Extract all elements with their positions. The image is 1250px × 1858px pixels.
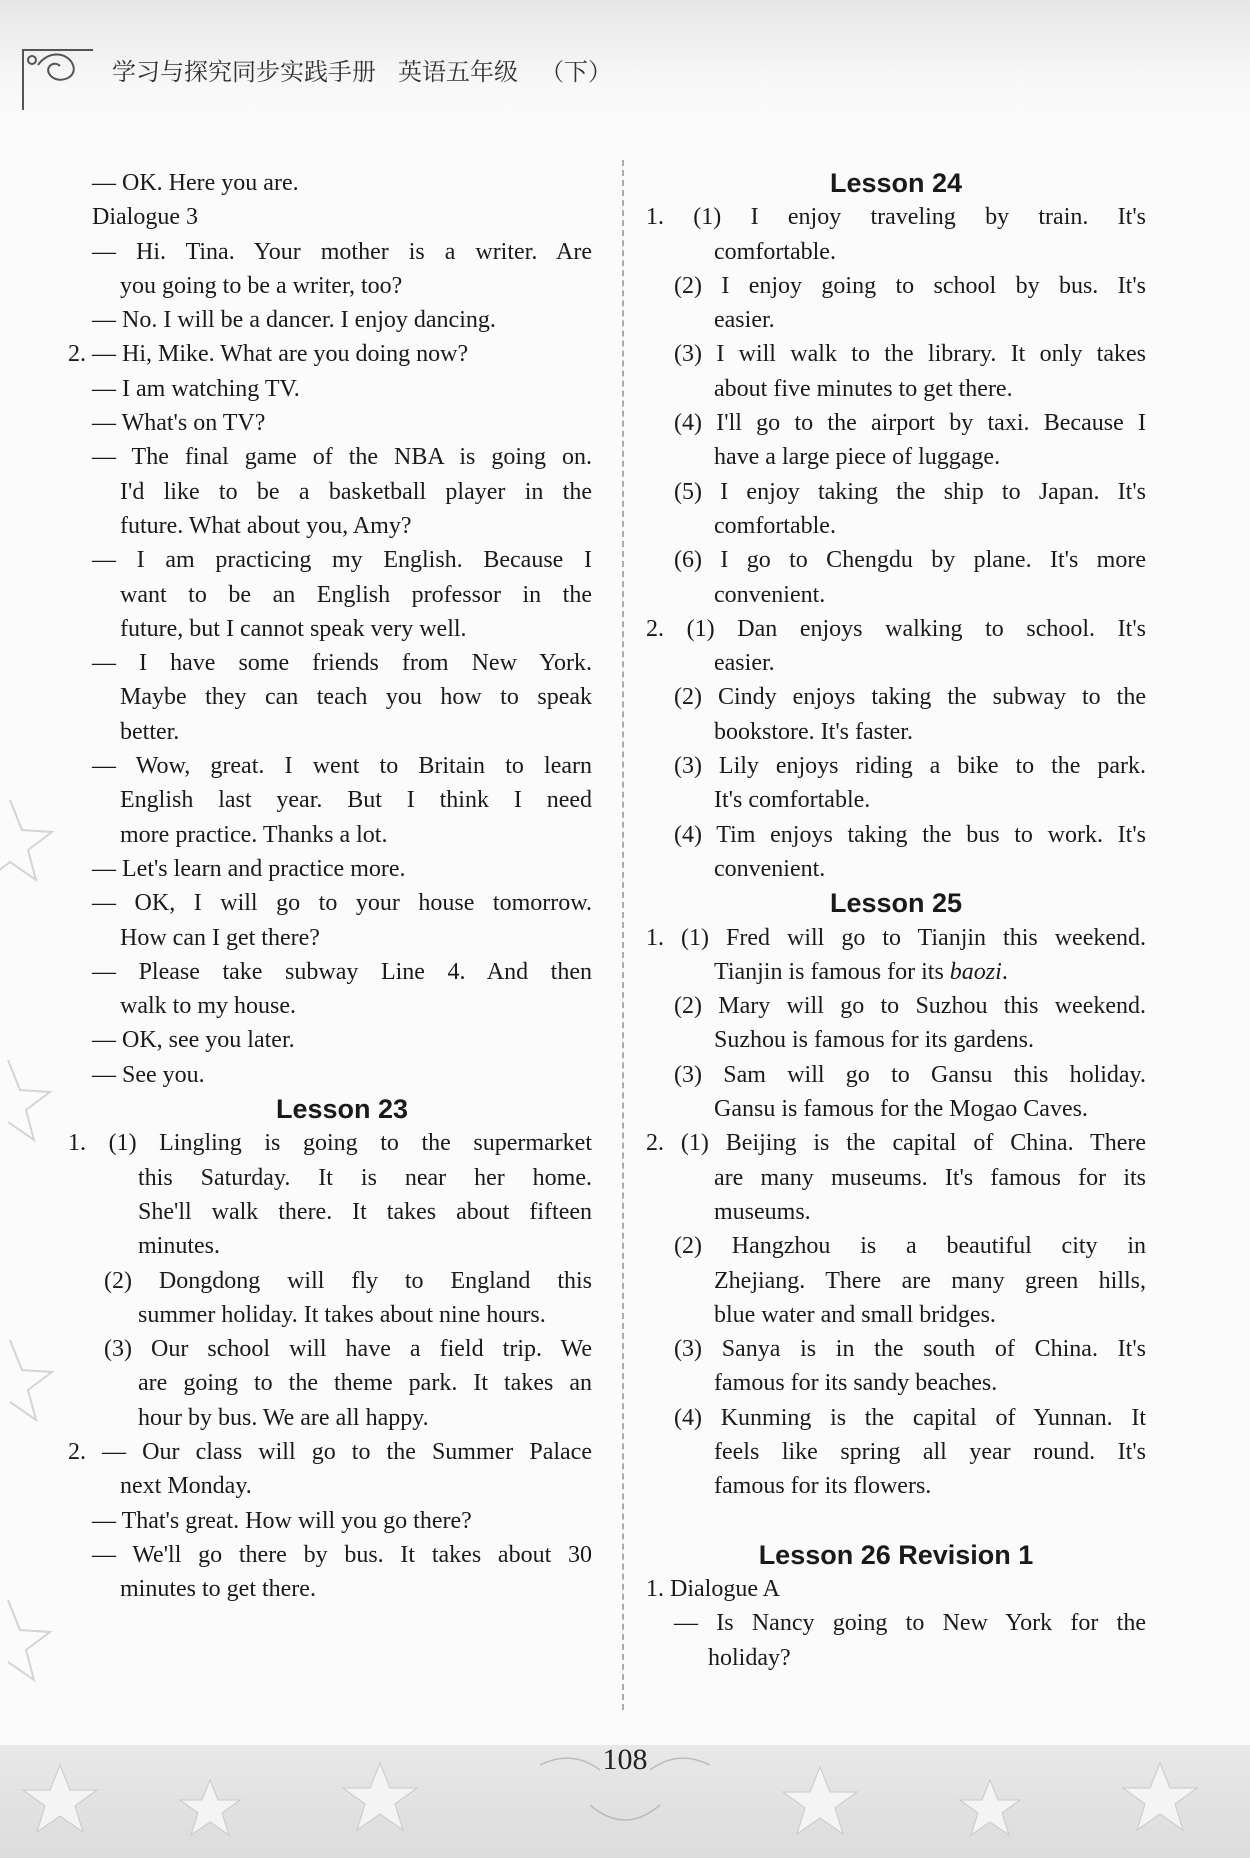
text-content: (3) Our school will have a field trip. We <box>104 1336 592 1363</box>
text-content: museums. <box>714 1198 811 1225</box>
text-content: Dialogue 3 <box>92 204 198 231</box>
text-line <box>92 1572 592 1606</box>
text-line <box>646 1229 1146 1263</box>
text-line <box>92 646 592 680</box>
text-line <box>646 337 1146 371</box>
text-content: (3) Lily enjoys riding a bike to the park. <box>674 753 1146 780</box>
lesson-heading: Lesson 24 <box>829 168 963 198</box>
text-line <box>92 509 592 543</box>
text-line <box>646 303 1146 337</box>
text-content: — OK. Here you are. <box>92 170 299 196</box>
text-line <box>92 989 592 1023</box>
text-line <box>68 1435 592 1469</box>
text-content: hour by bus. We are all happy. <box>138 1404 429 1431</box>
book-title <box>112 52 634 87</box>
lesson-heading: Lesson 25 <box>829 888 963 919</box>
text-content: 2. (1) Dan enjoys walking to school. It's <box>646 615 1146 642</box>
text-line <box>646 543 1146 577</box>
text-line <box>92 1229 592 1263</box>
text-line <box>646 1092 1146 1126</box>
text-line <box>646 440 1146 474</box>
text-content: (2) Mary will go to Suzhou this weekend. <box>674 993 1146 1020</box>
text-line <box>646 1023 1146 1057</box>
text-content: 2. (1) Beijing is the capital of China. There <box>646 1130 1146 1157</box>
text-content: comfortable. <box>714 512 836 539</box>
text-line <box>92 680 592 714</box>
text-content: you going to be a writer, too? <box>120 272 403 299</box>
text-line <box>92 852 592 886</box>
text-line <box>646 1606 1146 1640</box>
text-content: 1. (1) Lingling is going to the supermarket <box>68 1130 592 1157</box>
book-series-title: 学习与探究同步实践手册 <box>112 58 376 86</box>
text-content: future, but I cannot speak very well. <box>120 615 467 642</box>
text-content: (3) Sanya is in the south of China. It's <box>674 1336 1146 1363</box>
text-line <box>646 200 1146 234</box>
text-line <box>646 1572 1146 1606</box>
text-content: bookstore. It's faster. <box>714 718 913 745</box>
text-content: better. <box>120 718 180 745</box>
text-line <box>92 612 592 646</box>
text-line <box>92 440 592 474</box>
text-content: Maybe they can teach you how to speak <box>120 684 592 711</box>
text-line <box>92 818 592 852</box>
text-line <box>646 955 1146 989</box>
text-content: It's comfortable. <box>714 787 871 814</box>
text-content: — That's great. How will you go there? <box>92 1507 472 1534</box>
text-line <box>92 200 592 234</box>
text-content: easier. <box>714 307 775 334</box>
text-content: 1. (1) I enjoy traveling by train. It's <box>646 204 1146 231</box>
text-content: summer holiday. It takes about nine hours. <box>138 1301 546 1328</box>
text-content: minutes. <box>138 1233 220 1260</box>
text-line <box>646 1641 1146 1675</box>
text-line <box>646 818 1146 852</box>
text-line <box>646 1435 1146 1469</box>
italic-term: baozi <box>949 958 1002 985</box>
text-line <box>92 783 592 817</box>
text-line <box>646 680 1146 714</box>
text-content: . <box>1001 958 1008 985</box>
text-line <box>646 475 1146 509</box>
text-content: — Wow, great. I went to Britain to learn <box>92 753 592 780</box>
text-line <box>646 989 1146 1023</box>
text-content: — I have some friends from New York. <box>92 650 592 677</box>
text-content: Gansu is famous for the Mogao Caves. <box>714 1096 1088 1123</box>
text-content: (4) Tim enjoys taking the bus to work. It's <box>674 821 1146 848</box>
text-line <box>92 1161 592 1195</box>
text-content: famous for its sandy beaches. <box>714 1370 998 1397</box>
text-content: blue water and small bridges. <box>714 1301 996 1328</box>
column-divider <box>622 160 624 1710</box>
text-line <box>68 1126 592 1160</box>
text-line <box>92 1023 592 1057</box>
text-content: — No. I will be a dancer. I enjoy dancing. <box>92 307 496 334</box>
text-content: — We'll go there by bus. It takes about 30 <box>92 1541 592 1568</box>
text-content: — Please take subway Line 4. And then <box>92 958 592 985</box>
text-line <box>92 406 592 440</box>
text-line <box>92 475 592 509</box>
text-line <box>92 235 592 269</box>
text-content: want to be an English professor in the <box>120 581 592 608</box>
text-content: (2) Dongdong will fly to England this <box>104 1267 592 1294</box>
text-line <box>92 715 592 749</box>
text-content: — OK, I will go to your house tomorrow. <box>92 890 592 917</box>
text-content: next Monday. <box>120 1473 252 1500</box>
text-line <box>92 1401 592 1435</box>
text-line <box>646 1161 1146 1195</box>
text-line <box>92 269 592 303</box>
text-content: She'll walk there. It takes about fifteen <box>138 1198 592 1225</box>
right-column <box>646 166 1146 1675</box>
text-content: English last year. But I think I need <box>120 787 592 814</box>
text-content: — The final game of the NBA is going on. <box>92 444 592 471</box>
swirl-ornament-icon <box>18 40 98 120</box>
text-line <box>92 303 592 337</box>
text-line <box>92 1366 592 1400</box>
text-content: (5) I enjoy taking the ship to Japan. It's <box>674 478 1146 505</box>
text-line <box>646 612 1146 646</box>
text-line <box>92 1264 592 1298</box>
text-line <box>646 1195 1146 1229</box>
text-line <box>646 646 1146 680</box>
book-volume: （下） <box>540 58 612 86</box>
text-content: (2) Cindy enjoys taking the subway to the <box>674 684 1146 711</box>
text-content: — What's on TV? <box>92 410 266 437</box>
text-line <box>646 1058 1146 1092</box>
text-line <box>92 166 592 200</box>
text-line <box>646 372 1146 406</box>
text-line <box>646 1264 1146 1298</box>
text-line <box>646 852 1146 886</box>
text-line <box>646 1366 1146 1400</box>
text-content: walk to my house. <box>120 993 296 1020</box>
text-content: Tianjin is famous for its <box>714 958 950 985</box>
text-line <box>92 1058 592 1092</box>
text-line <box>646 1401 1146 1435</box>
text-content: 2. — Our class will go to the Summer Palace <box>68 1438 592 1465</box>
text-content: (4) Kunming is the capital of Yunnan. It <box>674 1404 1146 1431</box>
text-content: (3) I will walk to the library. It only takes <box>674 341 1146 368</box>
text-content: comfortable. <box>714 238 836 265</box>
text-content: — I am watching TV. <box>92 375 300 402</box>
text-content: (2) I enjoy going to school by bus. It's <box>674 272 1146 299</box>
text-line <box>646 1332 1146 1366</box>
text-line <box>92 1298 592 1332</box>
text-content: are going to the theme park. It takes an <box>138 1370 592 1397</box>
text-line <box>92 955 592 989</box>
text-line <box>92 1538 592 1572</box>
star-border-decoration <box>0 740 60 1740</box>
text-content: minutes to get there. <box>120 1576 316 1603</box>
text-content: 1. (1) Fred will go to Tianjin this weekend. <box>646 924 1146 951</box>
text-content: are many museums. It's famous for its <box>714 1164 1146 1191</box>
text-line <box>646 269 1146 303</box>
text-line <box>92 372 592 406</box>
text-content: feels like spring all year round. It's <box>714 1438 1146 1465</box>
text-content: — Hi. Tina. Your mother is a writer. Are <box>92 238 592 265</box>
text-content: holiday? <box>708 1644 791 1671</box>
text-line <box>646 406 1146 440</box>
text-line <box>646 509 1146 543</box>
text-line <box>646 783 1146 817</box>
text-line <box>92 1332 592 1366</box>
page-number: 108 <box>602 1743 648 1776</box>
text-content: — OK, see you later. <box>92 1027 295 1054</box>
text-content: Zhejiang. There are many green hills, <box>714 1267 1146 1294</box>
text-content: — I am practicing my English. Because I <box>92 547 592 574</box>
left-column <box>68 166 592 1606</box>
text-content: (2) Hangzhou is a beautiful city in <box>674 1233 1146 1260</box>
text-line <box>646 1298 1146 1332</box>
text-line <box>92 543 592 577</box>
text-line <box>646 1126 1146 1160</box>
text-content: future. What about you, Amy? <box>120 512 412 539</box>
lesson-heading: Lesson 23 <box>275 1094 409 1125</box>
text-content: have a large piece of luggage. <box>714 444 1001 471</box>
text-line <box>646 921 1146 955</box>
text-content: famous for its flowers. <box>714 1473 932 1500</box>
text-line <box>92 749 592 783</box>
lesson-heading: Lesson 26 Revision 1 <box>758 1539 1034 1570</box>
text-line <box>92 1504 592 1538</box>
text-line <box>92 578 592 612</box>
text-content: Suzhou is famous for its gardens. <box>714 1027 1034 1054</box>
text-content: — See you. <box>92 1061 205 1088</box>
text-content: 1. Dialogue A <box>646 1576 780 1603</box>
text-content: — Is Nancy going to New York for the <box>674 1610 1146 1637</box>
text-content: (6) I go to Chengdu by plane. It's more <box>674 547 1146 574</box>
book-grade: 英语五年级 <box>398 58 518 86</box>
page-header <box>0 0 1250 130</box>
text-content: more practice. Thanks a lot. <box>120 821 388 848</box>
text-content: (3) Sam will go to Gansu this holiday. <box>674 1061 1146 1088</box>
text-line <box>646 235 1146 269</box>
text-content: (4) I'll go to the airport by taxi. Because I <box>674 410 1146 437</box>
text-line <box>92 1469 592 1503</box>
text-line <box>646 715 1146 749</box>
text-line <box>92 921 592 955</box>
text-line <box>646 1469 1146 1503</box>
spacer <box>646 1504 1146 1538</box>
text-line <box>92 886 592 920</box>
text-content: — Let's learn and practice more. <box>92 855 406 882</box>
text-content: 2. — Hi, Mike. What are you doing now? <box>68 341 469 368</box>
text-content: I'd like to be a basketball player in the <box>120 478 592 505</box>
text-content: How can I get there? <box>120 924 320 951</box>
text-line <box>646 578 1146 612</box>
text-content: convenient. <box>714 855 826 882</box>
text-content: convenient. <box>714 581 826 608</box>
text-content: about five minutes to get there. <box>714 375 1013 402</box>
text-line <box>646 749 1146 783</box>
text-content: easier. <box>714 650 775 677</box>
text-content: this Saturday. It is near her home. <box>138 1164 592 1191</box>
text-line <box>92 1195 592 1229</box>
text-line <box>68 337 592 371</box>
